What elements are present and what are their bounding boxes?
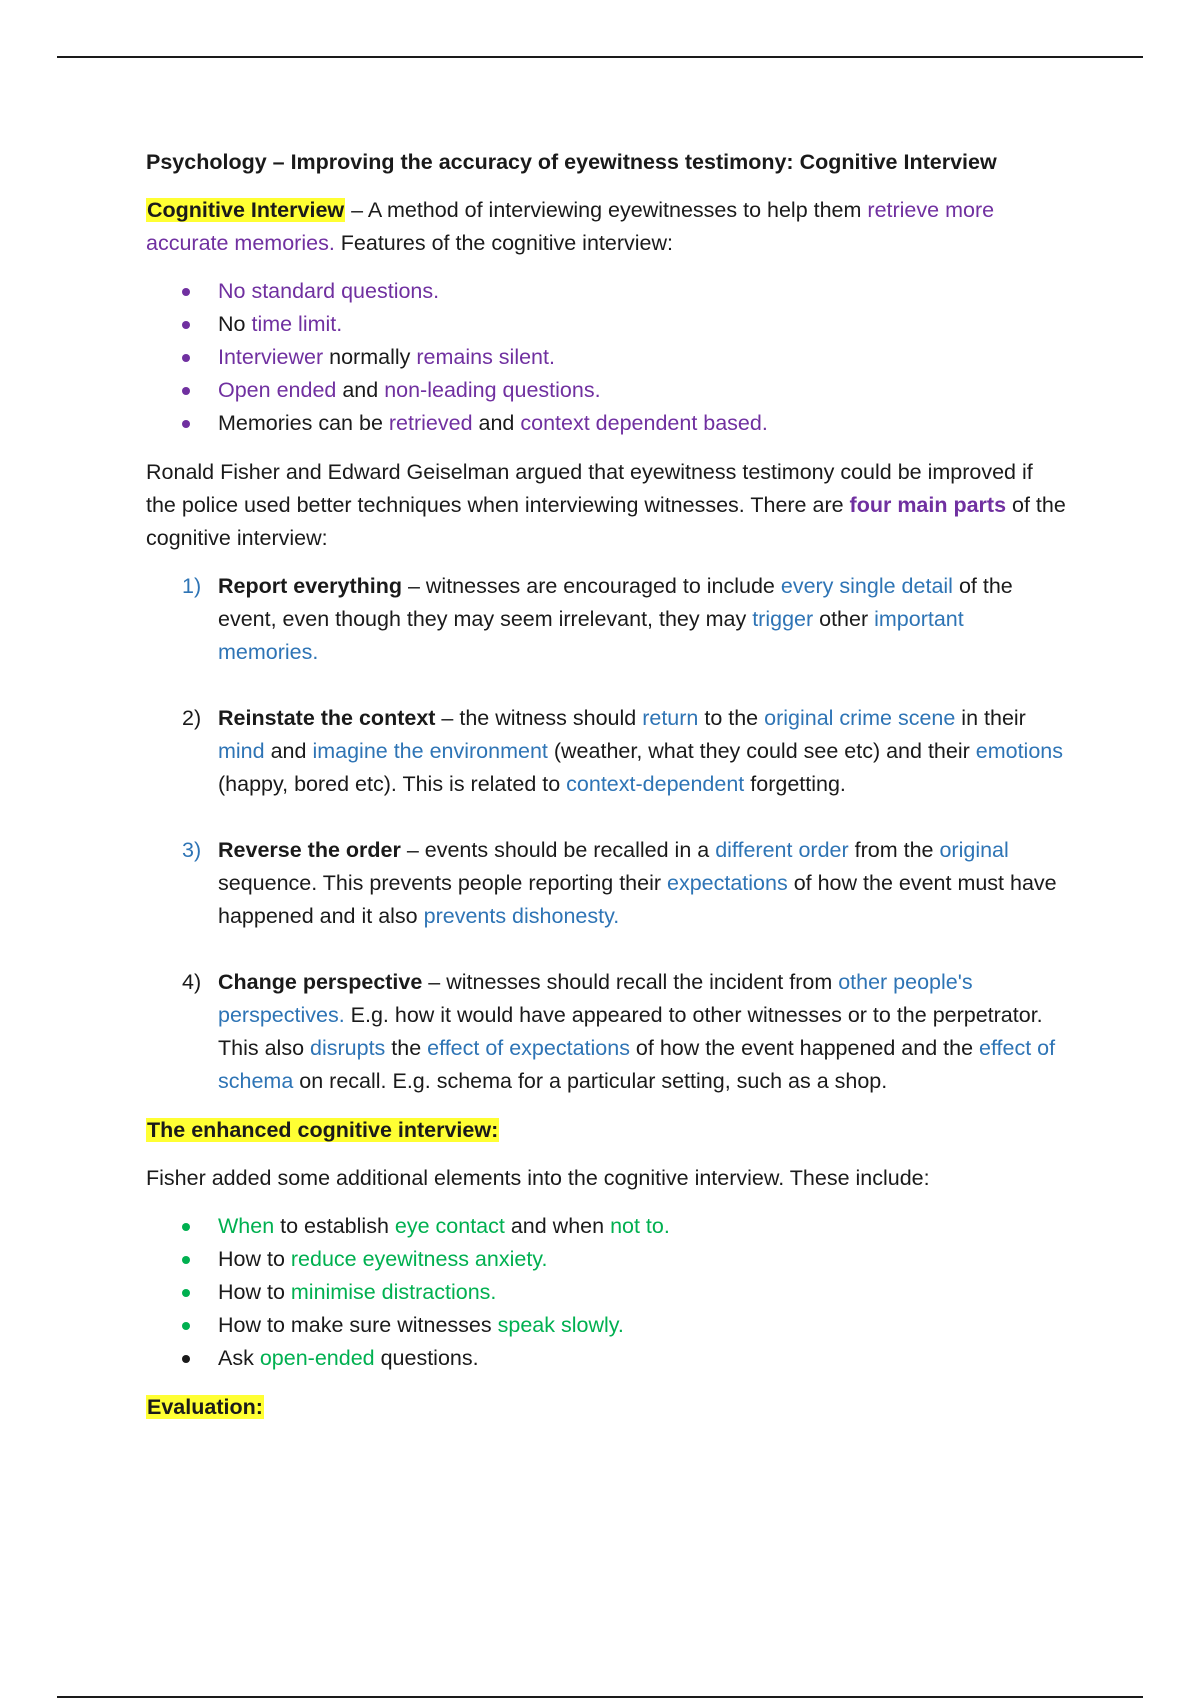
- step-number: 4): [182, 970, 202, 994]
- step-text: the: [385, 1036, 428, 1060]
- list-item: No standard questions.: [218, 275, 1066, 308]
- fisher-paragraph: Ronald Fisher and Edward Geiselman argued that eyewitness testimony could be improved if the police used better techniques when interviewing witnesses. There are four main parts of the cognitive interview:: [146, 460, 1066, 550]
- step-text: to the: [698, 706, 765, 730]
- bullet-icon: [182, 1223, 190, 1231]
- step-text: other people's perspectives.: [218, 970, 973, 1027]
- step-text: of how the event must have happened and it also: [218, 871, 1057, 928]
- document-page: [146, 146, 1066, 1439]
- bullet-icon: [182, 1289, 190, 1297]
- step-text: return: [642, 706, 699, 730]
- step-item: [182, 570, 1066, 669]
- step-text: – witnesses are encouraged to include: [401, 574, 781, 598]
- footer-rule: [57, 1696, 1143, 1698]
- term-highlight: Cognitive Interview: [147, 198, 345, 222]
- step-text: of how the event happened and the: [629, 1036, 980, 1060]
- header-rule: [57, 56, 1143, 58]
- step-text: mind: [218, 739, 265, 763]
- step-text: emotions: [975, 739, 1063, 763]
- step-text: Change perspective: [218, 970, 423, 994]
- enhanced-heading: The enhanced cognitive interview:: [147, 1118, 499, 1142]
- page-title: Psychology – Improving the accuracy of eyewitness testimony: Cognitive Interview: [146, 150, 997, 174]
- enhanced-heading-line: [146, 1114, 1066, 1147]
- step-text: forgetting.: [744, 772, 846, 796]
- step-text: important memories.: [218, 607, 964, 664]
- step-text: and: [264, 739, 313, 763]
- step-text: in their: [955, 706, 1026, 730]
- step-text: imagine the environment: [312, 739, 548, 763]
- list-item: Interviewer normally remains silent.: [218, 341, 1066, 374]
- step-text: (weather, what they could see etc) and their: [547, 739, 976, 763]
- bullet-icon: [182, 1322, 190, 1330]
- bullet-icon: [182, 354, 190, 362]
- list-item: When to establish eye contact and when not to.: [218, 1210, 1066, 1243]
- step-text: on recall. E.g. schema for a particular setting, such as a shop.: [293, 1069, 888, 1093]
- steps-list: [146, 570, 1066, 1098]
- step-item: [182, 702, 1066, 801]
- step-text: original crime scene: [764, 706, 956, 730]
- step-text: E.g. how it would have appeared to other witnesses or to the perpetrator. This also: [218, 1003, 1043, 1060]
- intro-paragraph: Cognitive Interview – A method of interviewing eyewitnesses to help them retrieve more accurate memories. Features of the cognitive interview:: [146, 198, 995, 255]
- list-item: How to minimise distractions.: [218, 1276, 1066, 1309]
- step-text: different order: [715, 838, 849, 862]
- list-item: Memories can be retrieved and context dependent based.: [218, 407, 1066, 440]
- step-number: 2): [182, 706, 202, 730]
- step-text: (happy, bored etc). This is related to: [218, 772, 567, 796]
- step-text: original: [939, 838, 1009, 862]
- evaluation-heading: Evaluation:: [147, 1395, 263, 1419]
- step-text: every single detail: [780, 574, 953, 598]
- bullet-icon: [182, 420, 190, 428]
- step-text: disrupts: [310, 1036, 386, 1060]
- step-text: expectations: [667, 871, 788, 895]
- step-text: – witnesses should recall the incident from: [422, 970, 839, 994]
- step-text: – events should be recalled in a: [400, 838, 716, 862]
- step-text: sequence. This prevents people reporting their: [218, 871, 667, 895]
- bullet-icon: [182, 288, 190, 296]
- step-text: context-dependent: [566, 772, 745, 796]
- bullet-icon: [182, 387, 190, 395]
- list-item: Ask open-ended questions.: [218, 1342, 1066, 1375]
- step-text: effect of expectations: [427, 1036, 630, 1060]
- step-text: – the witness should: [435, 706, 643, 730]
- step-text: trigger: [752, 607, 814, 631]
- step-text: other: [813, 607, 875, 631]
- enhanced-paragraph: Fisher added some additional elements into the cognitive interview. These include:: [146, 1166, 930, 1190]
- bullet-icon: [182, 1256, 190, 1264]
- step-item: [182, 834, 1066, 933]
- step-item: [182, 966, 1066, 1098]
- bullet-icon: [182, 1355, 190, 1363]
- list-item: How to reduce eyewitness anxiety.: [218, 1243, 1066, 1276]
- features-list: [146, 275, 1066, 440]
- step-text: prevents dishonesty.: [423, 904, 620, 928]
- list-item: How to make sure witnesses speak slowly.: [218, 1309, 1066, 1342]
- step-text: from the: [848, 838, 940, 862]
- step-text: of the event, even though they may seem irrelevant, they may: [218, 574, 1013, 631]
- step-number: 1): [182, 574, 202, 598]
- step-text: Reinstate the context: [218, 706, 436, 730]
- list-item: No time limit.: [218, 308, 1066, 341]
- bullet-icon: [182, 321, 190, 329]
- step-number: 3): [182, 838, 202, 862]
- step-text: Report everything: [218, 574, 402, 598]
- step-text: Reverse the order: [218, 838, 401, 862]
- step-text: effect of schema: [218, 1036, 1056, 1093]
- evaluation-heading-line: [146, 1391, 1066, 1424]
- enhanced-list: [146, 1210, 1066, 1375]
- list-item: Open ended and non-leading questions.: [218, 374, 1066, 407]
